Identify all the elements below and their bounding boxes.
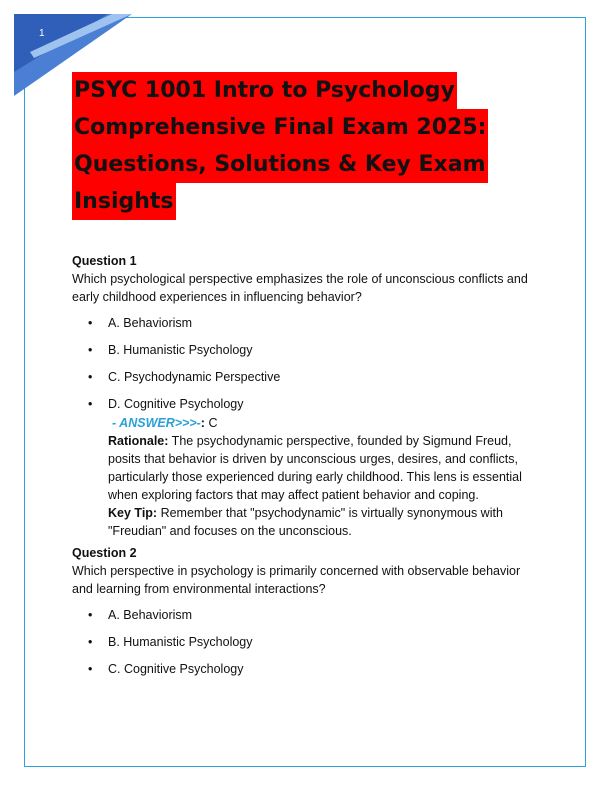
option-item — [72, 368, 542, 386]
question-1 — [72, 252, 542, 540]
answer-line — [108, 414, 542, 432]
title-line-4: Insights — [72, 183, 176, 220]
option-item — [72, 633, 542, 651]
option-label: D. Cognitive Psychology — [108, 397, 244, 411]
option-label: B. Humanistic Psychology — [108, 635, 253, 649]
title-line-2: Comprehensive Final Exam 2025: — [72, 109, 488, 146]
question-label: Question 2 — [72, 546, 137, 560]
bullet-icon: • — [88, 316, 93, 330]
bullet-icon: • — [88, 608, 93, 622]
title-line-1: PSYC 1001 Intro to Psychology — [72, 72, 457, 109]
bullet-icon: • — [88, 635, 93, 649]
question-text: Which psychological perspective emphasizes the role of unconscious conflicts and early childhood experiences in influencing behavior? — [72, 272, 528, 304]
option-label: B. Humanistic Psychology — [108, 343, 253, 357]
option-label: C. Cognitive Psychology — [108, 662, 244, 676]
key-tip — [108, 504, 542, 540]
title-line-3: Questions, Solutions & Key Exam — [72, 146, 488, 183]
document-title — [72, 72, 542, 220]
rationale-text: The psychodynamic perspective, founded by Sigmund Freud, posits that behavior is driven by unconscious urges, desires, and conflicts, particularly those experienced during early childhood. This lens is essential when exploring factors that may affect patient behavior and coping. — [108, 434, 522, 502]
key-tip-text: Remember that "psychodynamic" is virtually synonymous with "Freudian" and focuses on the unconscious. — [108, 506, 503, 538]
option-item — [72, 395, 542, 413]
bullet-icon: • — [88, 343, 93, 357]
option-item — [72, 660, 542, 678]
answer-dash: - — [112, 416, 120, 430]
key-tip-label: Key Tip: — [108, 506, 158, 520]
option-label: A. Behaviorism — [108, 608, 193, 622]
option-list — [72, 314, 542, 413]
question-text: Which perspective in psychology is primarily concerned with observable behavior and learning from environmental interactions? — [72, 564, 521, 596]
option-item — [72, 606, 542, 624]
page-number: 1 — [39, 28, 45, 39]
rationale — [108, 432, 542, 504]
question-label: Question 1 — [72, 254, 137, 268]
option-list — [72, 606, 542, 678]
option-label: A. Behaviorism — [108, 316, 193, 330]
option-item — [72, 341, 542, 359]
answer-value: C — [204, 416, 218, 430]
bullet-icon: • — [88, 370, 93, 384]
exam-content — [72, 252, 542, 687]
question-2 — [72, 544, 542, 678]
option-label: C. Psychodynamic Perspective — [108, 370, 281, 384]
bullet-icon: • — [88, 397, 93, 411]
rationale-label: Rationale: — [108, 434, 169, 448]
answer-label: ANSWER>>>- — [119, 416, 201, 430]
option-item — [72, 314, 542, 332]
answer-block — [72, 414, 542, 540]
answer-colon: : — [200, 416, 205, 430]
bullet-icon: • — [88, 662, 93, 676]
